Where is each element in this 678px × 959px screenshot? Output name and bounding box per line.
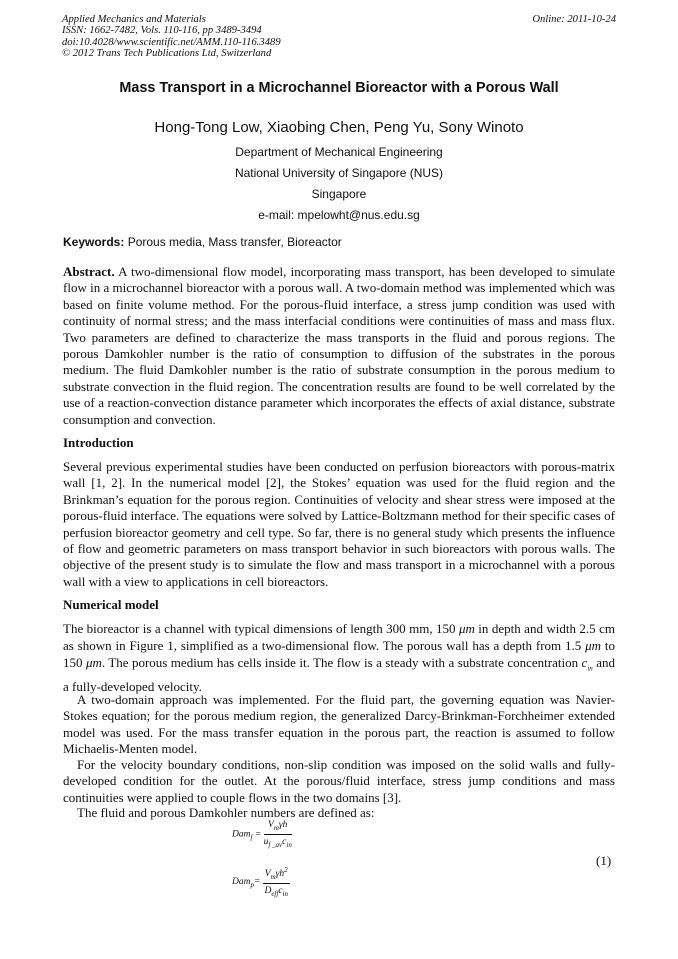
- eq-denominator: $u_{f \_av}c_{in}$: [263, 836, 292, 849]
- journal-header: [62, 14, 616, 60]
- section-heading-numerical-model: Numerical model: [63, 597, 159, 612]
- keywords-list: Porous media, Mass transfer, Bioreactor: [127, 235, 342, 249]
- numerical-model-paragraph-2: A two-domain approach was implemented. For the fluid part, the governing equation was Navier-Stokes equation; for the porous medium region, the generalized Darcy-Brinkman-Forchheimer extended model was used. For the mass transfer equation in the porous part, the reaction is assumed to follow Michaelis-Menten model.: [63, 692, 615, 757]
- text-run: The bioreactor is a channel with typical dimensions of length 300 mm, 150: [63, 621, 459, 636]
- abstract: [63, 264, 615, 428]
- affiliation-country: Singapore: [311, 187, 367, 201]
- abstract-label: Abstract.: [63, 264, 115, 279]
- abstract-text: A two-dimensional flow model, incorporating mass transport, has been developed to simulate flow in a microchannel bioreactor with a porous wall. A two-domain method was implemented which was based on finite volume method. For the porous-fluid interface, a stress jump condition was used with continuity of normal stress; and the mass interfacial conditions were continuities of mass and mass flux. Two parameters are defined to characterize the mass transports in the fluid and porous regions. The porous Damkohler number is the ratio of consumption to diffusion of the substrates in the porous medium. The fluid Damkohler number is the ratio of substrate consumption in the porous medium to substrate convection in the fluid region. The concentration results are found to be well correlated by the use of a reaction-convection distance parameter which incorporates the effects of axial distance, substrate consumption and convection.: [63, 264, 615, 427]
- text-run: to 150: [63, 638, 615, 670]
- online-date: Online: 2011-10-24: [532, 14, 616, 25]
- text-run: in depth and width 2.5 cm as shown in Figure 1, simplified as a two-dimensional flow. The porous wall has a depth from 1.5: [63, 621, 615, 653]
- unit-micrometer: μm: [585, 638, 602, 653]
- symbol-c: c: [581, 655, 588, 670]
- eq-equals: =: [253, 877, 261, 888]
- text-run: . The porous medium has cells inside it. The flow is a steady with a substrate concentration: [101, 655, 582, 670]
- eq-symbol: Dam: [232, 829, 251, 840]
- section-heading-introduction: Introduction: [63, 435, 134, 450]
- eq-numerator: $V_m\gamma h$: [264, 820, 292, 835]
- copyright-line: © 2012 Trans Tech Publications Ltd, Switzerland: [62, 48, 272, 60]
- equation-number: (1): [596, 853, 612, 868]
- unit-micrometer: μm: [85, 655, 102, 670]
- eq-equals: =: [254, 829, 262, 840]
- symbol-subscript: in: [587, 664, 593, 673]
- eq-subscript: f: [250, 833, 253, 842]
- numerical-model-paragraph-3: For the velocity boundary conditions, non-slip condition was imposed on the solid walls and fully-developed condition for the outlet. At the porous/fluid interface, stress jump conditions and mass continuities were applied to couple flows in the two domains [3].: [63, 757, 615, 805]
- journal-name: Applied Mechanics and Materials: [62, 14, 206, 25]
- author-email: e-mail: mpelowht@nus.edu.sg: [258, 208, 420, 222]
- affiliation-university: National University of Singapore (NUS): [234, 166, 444, 180]
- paper-authors: Hong-Tong Low, Xiaobing Chen, Peng Yu, Sony Winoto: [154, 119, 524, 136]
- numerical-model-paragraph-1: [63, 620, 615, 695]
- paper-title: Mass Transport in a Microchannel Bioreactor with a Porous Wall: [119, 80, 559, 96]
- doi-line: doi:10.4028/www.scientific.net/AMM.110-116.3489: [62, 36, 281, 48]
- keywords-label: Keywords:: [63, 235, 125, 249]
- introduction-paragraph: Several previous experimental studies have been conducted on perfusion bioreactors with porous-matrix wall [1, 2]. In the numerical model [2], the Stokes’ equation was used for the fluid region and the Brinkman’s equation for the porous region. Continuities of velocity and shear stress were imposed at the porous-fluid interface. The equations were solved by Lattice-Boltzmann method for their specific cases of perfusion bioreactor geometry and cell type. So far, there is no general study which presents the influence of flow and geometric parameters on mass transport behavior in such bioreactors with porous walls. The objective of the present study is to simulate the flow and mass transport in a microchannel with a porous wall with a view to applications in cell bioreactors.: [63, 459, 615, 589]
- text-run: and a fully-developed velocity.: [63, 655, 615, 694]
- equation-dam-f: [232, 820, 292, 849]
- eq-subscript: p: [250, 881, 254, 890]
- eq-symbol: Dam: [232, 877, 251, 888]
- issn-line: ISSN: 1662-7482, Vols. 110-116, pp 3489-3494: [62, 25, 262, 37]
- numerical-model-paragraph-4: The fluid and porous Damkohler numbers are defined as:: [77, 805, 375, 820]
- eq-denominator: $D_{eff}c_{in}$: [264, 886, 288, 898]
- equation-dam-p: [232, 866, 290, 898]
- eq-fraction: [263, 866, 290, 898]
- affiliation-department: Department of Mechanical Engineering: [235, 145, 443, 159]
- unit-micrometer: μm: [458, 621, 475, 636]
- keywords: [63, 235, 617, 249]
- eq-numerator: $V_m\gamma h^2$: [263, 866, 290, 884]
- eq-fraction: [264, 820, 292, 849]
